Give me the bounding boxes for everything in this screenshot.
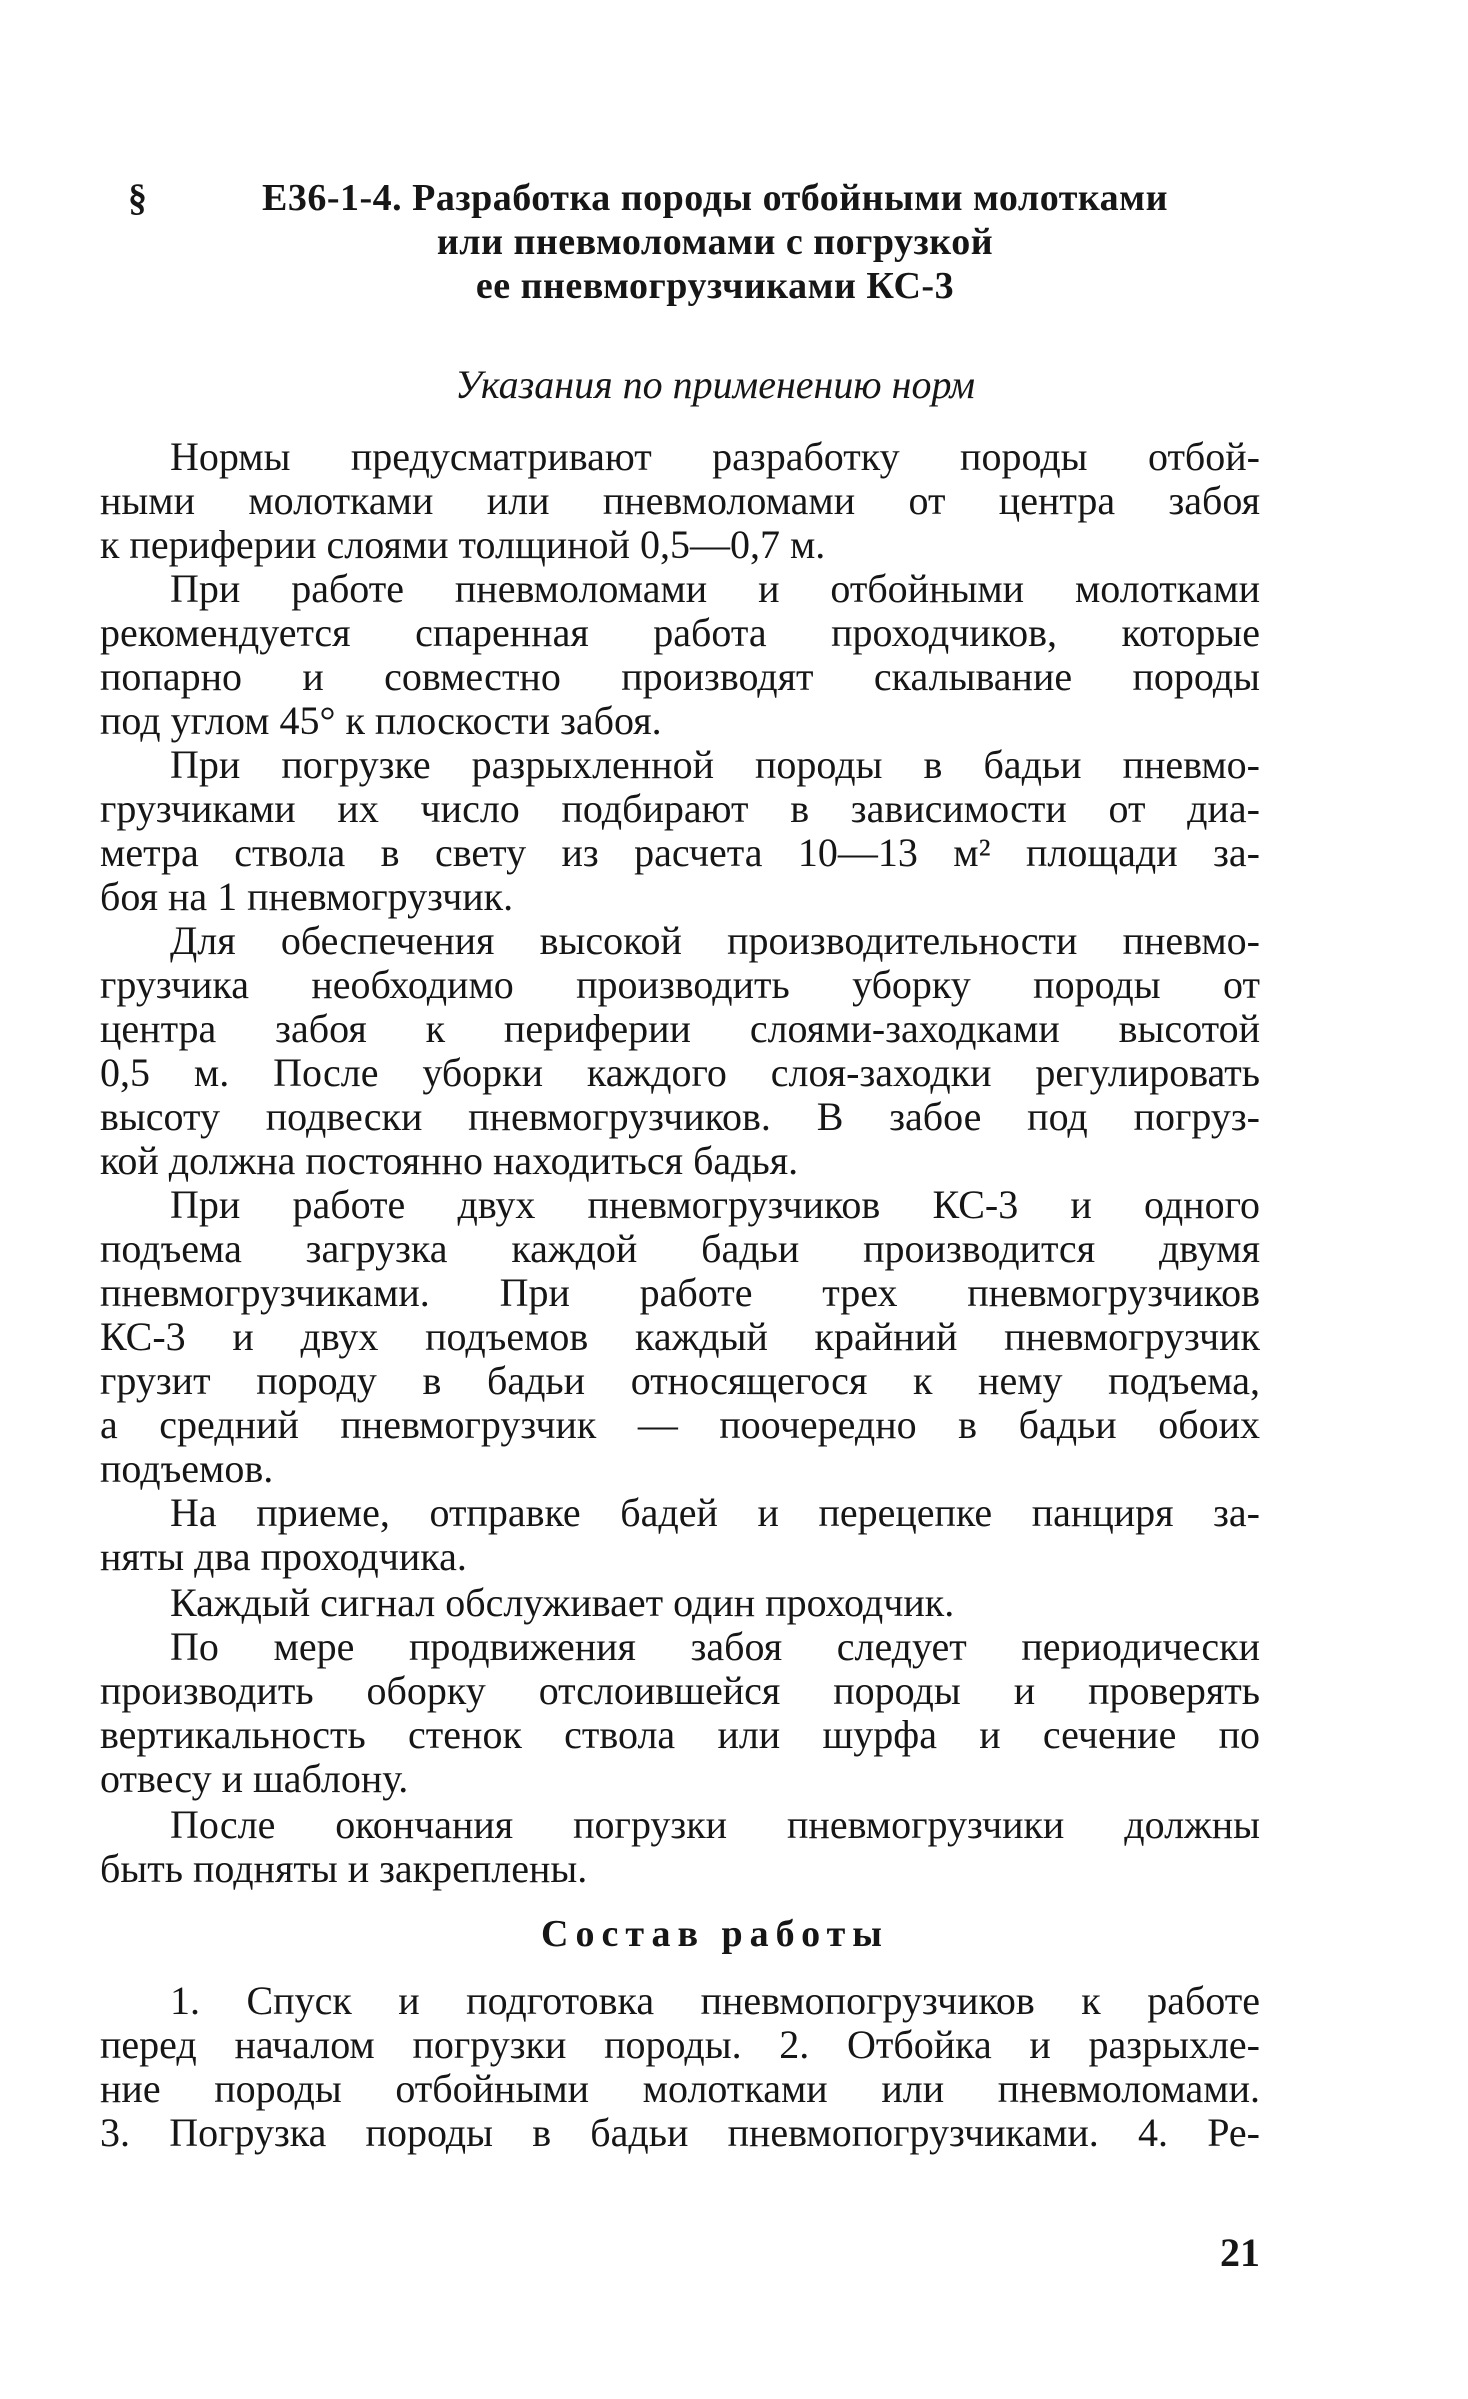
text-line: 1. Спуск и подготовка пневмопогрузчиков к работе <box>170 1978 1260 2023</box>
text-line: подъема загрузка каждой бадьи производится двумя <box>100 1226 1260 1271</box>
text-line: попарно и совместно производят скалывание породы <box>100 654 1260 699</box>
guidelines-heading: Указания по применению норм <box>455 362 975 407</box>
page-number: 21 <box>1220 2230 1260 2275</box>
text-line: ными молотками или пневмоломами от центра забоя <box>100 478 1260 523</box>
text-line: После окончания погрузки пневмогрузчики должны <box>170 1802 1260 1847</box>
text-line: На приеме, отправке бадей и перецепке панциря за- <box>170 1490 1260 1535</box>
text-line: При работе двух пневмогрузчиков КС-3 и одного <box>170 1182 1260 1227</box>
text-line: пневмогрузчиками. При работе трех пневмогрузчиков <box>100 1270 1260 1315</box>
text-line: Нормы предусматривают разработку породы отбой- <box>170 434 1260 479</box>
text-line: перед началом погрузки породы. 2. Отбойка и разрыхле- <box>100 2022 1260 2067</box>
text-line: подъемов. <box>100 1446 274 1491</box>
text-line: грузчиками их число подбирают в зависимости от диа- <box>100 786 1260 831</box>
text-line: 3. Погрузка породы в бадьи пневмопогрузчиками. 4. Ре- <box>100 2110 1260 2155</box>
text-line: высоту подвески пневмогрузчиков. В забое под погруз- <box>100 1094 1260 1139</box>
text-line: При работе пневмоломами и отбойными молотками <box>170 566 1260 611</box>
text-line: а средний пневмогрузчик — поочередно в бадьи обоих <box>100 1402 1260 1447</box>
text-line: боя на 1 пневмогрузчик. <box>100 874 514 919</box>
text-line: няты два проходчика. <box>100 1534 467 1579</box>
text-line: к периферии слоями толщиной 0,5—0,7 м. <box>100 522 826 567</box>
section-title-line-3: ее пневмогрузчиками КС-3 <box>475 265 955 307</box>
paragraph-sign: § <box>128 177 148 219</box>
section-title-line-2: или пневмоломами с погрузкой <box>436 221 994 263</box>
text-line: Каждый сигнал обслуживает один проходчик. <box>170 1580 955 1625</box>
text-line: отвесу и шаблону. <box>100 1756 409 1801</box>
section-title-text-1: Е36-1-4. Разработка породы отбойными молотками <box>262 177 1168 219</box>
text-line: 0,5 м. После уборки каждого слоя-заходки регулировать <box>100 1050 1260 1095</box>
text-line: под углом 45° к плоскости забоя. <box>100 698 662 743</box>
section-title-line-1 <box>100 176 1330 220</box>
text-line: грузит породу в бадьи относящегося к нему подъема, <box>100 1358 1260 1403</box>
text-line: грузчика необходимо производить уборку породы от <box>100 962 1260 1007</box>
text-line: быть подняты и закреплены. <box>100 1846 588 1891</box>
text-line: производить оборку отслоившейся породы и проверять <box>100 1668 1260 1713</box>
text-line: При погрузке разрыхленной породы в бадьи пневмо- <box>170 742 1260 787</box>
text-line: КС-3 и двух подъемов каждый крайний пневмогрузчик <box>100 1314 1260 1359</box>
text-line: кой должна постоянно находиться бадья. <box>100 1138 799 1183</box>
text-line: По мере продвижения забоя следует периодически <box>170 1624 1260 1669</box>
text-line: метра ствола в свету из расчета 10—13 м² площади за- <box>100 830 1260 875</box>
text-line: центра забоя к периферии слоями-заходками высотой <box>100 1006 1260 1051</box>
work-composition-heading: Состав работы <box>541 1913 889 1955</box>
text-line: ние породы отбойными молотками или пневмоломами. <box>100 2066 1260 2111</box>
text-line: рекомендуется спаренная работа проходчиков, которые <box>100 610 1260 655</box>
text-line: Для обеспечения высокой производительности пневмо- <box>170 918 1260 963</box>
text-line: вертикальность стенок ствола или шурфа и сечение по <box>100 1712 1260 1757</box>
